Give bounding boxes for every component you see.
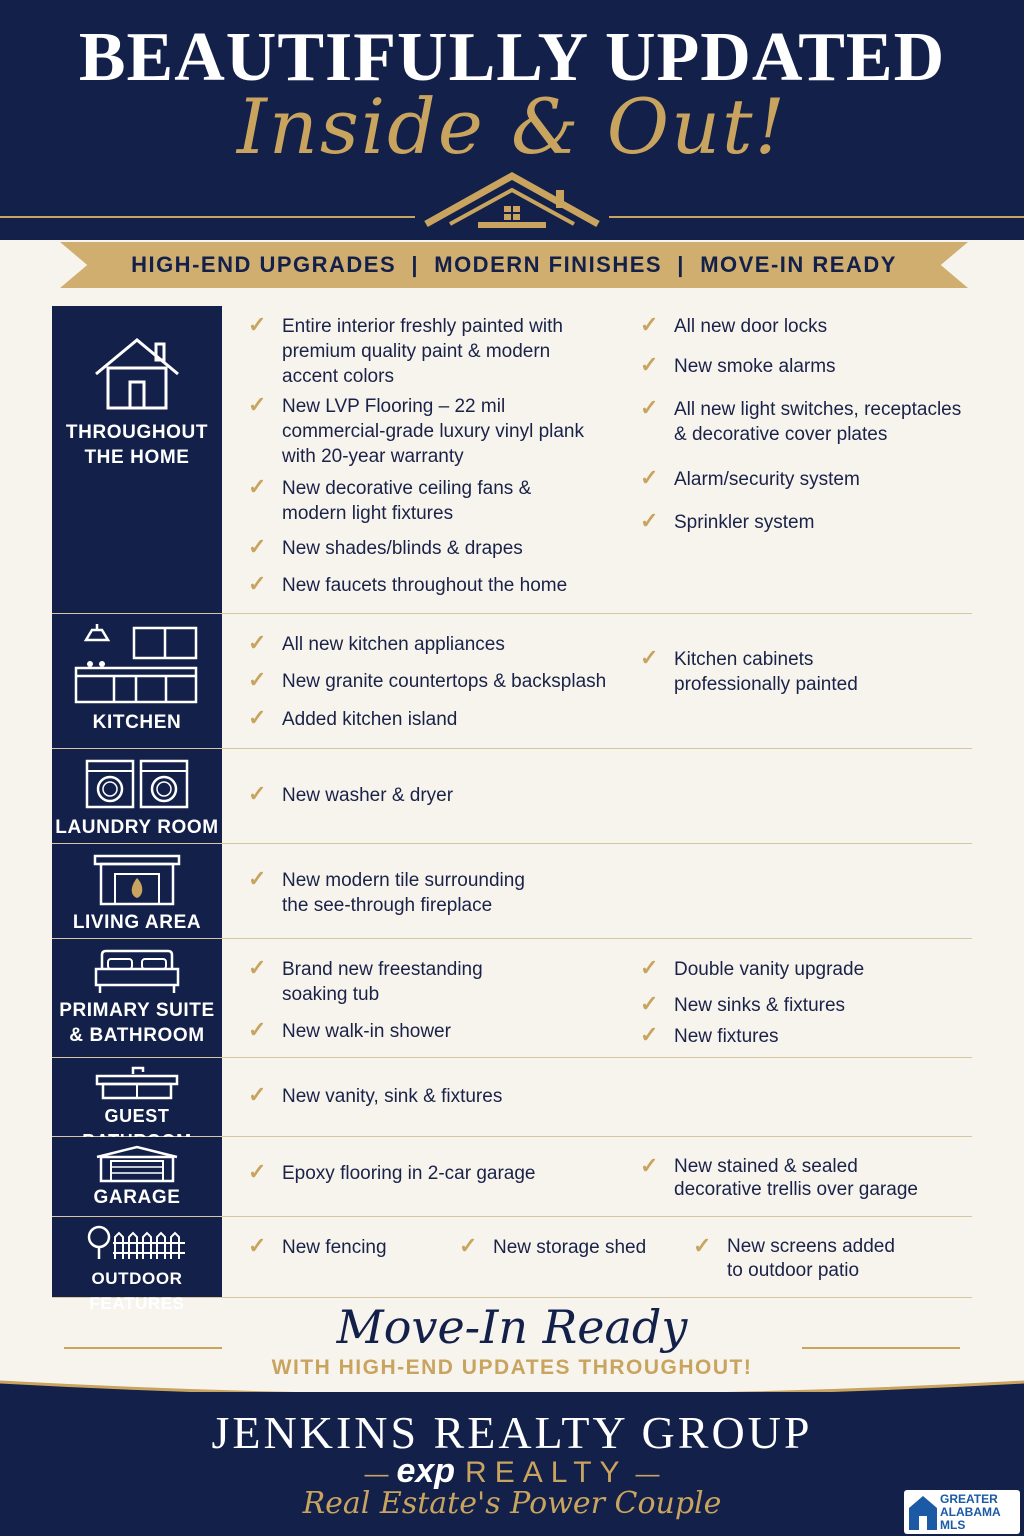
vanity-sink-icon: [95, 1064, 179, 1100]
section-outdoor-features: OUTDOOR FEATURES ✓ New fencing ✓ New storage shed ✓ New screens added to outdoor patio: [52, 1217, 972, 1298]
checkmark-icon: ✓: [248, 474, 267, 499]
washer-dryer-icon: [85, 759, 189, 809]
checkmark-icon: ✓: [640, 508, 659, 533]
section-label: KITCHEN: [92, 712, 182, 733]
checkmark-icon: ✓: [640, 955, 659, 980]
checkmark-icon: ✓: [640, 645, 659, 670]
mls-badge-text: GREATER ALABAMA MLS: [940, 1492, 1001, 1532]
checkmark-icon: ✓: [248, 571, 267, 596]
checkmark-icon: ✓: [248, 1233, 267, 1258]
checkmark-icon: ✓: [248, 667, 267, 692]
exp-logo-text: exp: [396, 1452, 456, 1490]
page-title: BEAUTIFULLY UPDATED: [78, 19, 946, 96]
fence-tree-icon: [85, 1223, 189, 1261]
mls-badge: [904, 1490, 1020, 1534]
checkmark-icon: ✓: [248, 866, 267, 891]
roof-icon: [420, 168, 604, 232]
section-label: LAUNDRY ROOM: [55, 817, 219, 838]
checkmark-icon: ✓: [248, 630, 267, 655]
bed-icon: [94, 947, 180, 995]
section-living-area: LIVING AREA ✓ New modern tile surrounding the see-through fireplace: [52, 844, 972, 939]
script-subtitle: Inside & Out!: [236, 82, 788, 171]
section-label: GARAGE: [93, 1187, 181, 1208]
section-label-panel: [52, 614, 222, 748]
section-label-panel: [52, 844, 222, 938]
checkmark-icon: ✓: [640, 395, 659, 420]
section-label-panel: [52, 306, 222, 613]
kitchen-icon: [74, 624, 200, 704]
mls-house-icon: [907, 1492, 939, 1532]
section-label-panel: [52, 1058, 222, 1136]
section-label: LIVING AREA: [72, 912, 202, 933]
realty-logo-text: REALTY: [465, 1456, 628, 1489]
checkmark-icon: ✓: [248, 781, 267, 806]
ribbon-text: HIGH-END UPGRADES | MODERN FINISHES | MOVE-IN READY: [131, 252, 897, 277]
checkmark-icon: ✓: [640, 312, 659, 337]
header-divider-right: [609, 216, 1024, 218]
checkmark-icon: ✓: [640, 465, 659, 490]
power-couple-tagline: Real Estate's Power Couple: [302, 1486, 722, 1521]
section-label-panel: [52, 749, 222, 843]
checkmark-icon: ✓: [248, 705, 267, 730]
section-label: PRIMARY SUITE & BATHROOM: [59, 1000, 215, 1046]
section-label: OUTDOOR FEATURES: [89, 1269, 185, 1313]
tagline: Move-In Ready: [336, 1300, 688, 1354]
header-divider-left: [0, 216, 415, 218]
checkmark-icon: ✓: [640, 1022, 659, 1047]
garage-icon: [95, 1145, 179, 1183]
house-icon: [92, 334, 182, 412]
section-kitchen: KITCHEN ✓ All new kitchen appliances ✓ New granite countertops & backsplash ✓ Added kitchen island ✓ Kitchen cabinets professionally painted: [52, 614, 972, 749]
section-label-panel: [52, 939, 222, 1057]
section-laundry-room: LAUNDRY ROOM ✓ New washer & dryer: [52, 749, 972, 844]
section-label: GUEST: [104, 1106, 170, 1126]
checkmark-icon: ✓: [248, 1017, 267, 1042]
section-label: THROUGHOUT THE HOME: [65, 422, 209, 468]
section-primary-suite: PRIMARY SUITE & BATHROOM ✓ Brand new freestanding soaking tub ✓ New walk-in shower ✓ Double vanity upgrade ✓ New sinks & fixtures ✓ New fixtures: [52, 939, 972, 1058]
checkmark-icon: ✓: [248, 955, 267, 980]
checkmark-icon: ✓: [459, 1233, 478, 1258]
checkmark-icon: ✓: [640, 991, 659, 1016]
checkmark-icon: ✓: [693, 1233, 712, 1258]
checkmark-icon: ✓: [248, 312, 267, 337]
checkmark-icon: ✓: [248, 1082, 267, 1107]
section-throughout-home: THROUGHOUT THE HOME ✓ Entire interior freshly painted with premium quality paint & modern accent colors ✓ New LVP Flooring – 22 mil commercial-grade luxury vinyl plank with 20-year warranty ✓ New decorative ceiling fans & modern light fixtures ✓ New shades/blinds & drapes ✓ New faucets throughout the home ✓ All new door locks ✓ New smoke alarms ✓ All new light switches, receptacles & decorative cover plates ✓ Alarm/security system ✓ Sprinkler system: [52, 306, 972, 614]
checkmark-icon: ✓: [640, 352, 659, 377]
section-label-panel: [52, 1217, 222, 1313]
checkmark-icon: ✓: [248, 1159, 267, 1184]
tagline-sub: WITH HIGH-END UPDATES THROUGHOUT!: [271, 1356, 753, 1379]
fireplace-icon: [93, 854, 181, 906]
checkmark-icon: ✓: [248, 392, 267, 417]
brokerage-logo: — exp REALTY —: [364, 1452, 660, 1490]
checkmark-icon: ✓: [640, 1153, 659, 1178]
section-guest-bathroom: GUEST ✓ New vanity, sink & fixtures: [52, 1058, 972, 1137]
section-label-panel: [52, 1137, 222, 1216]
checkmark-icon: ✓: [248, 534, 267, 559]
section-garage: GARAGE ✓ Epoxy flooring in 2-car garage ✓ New stained & sealed decorative trellis over garage: [52, 1137, 972, 1217]
company-name: JENKINS REALTY GROUP: [211, 1407, 813, 1458]
